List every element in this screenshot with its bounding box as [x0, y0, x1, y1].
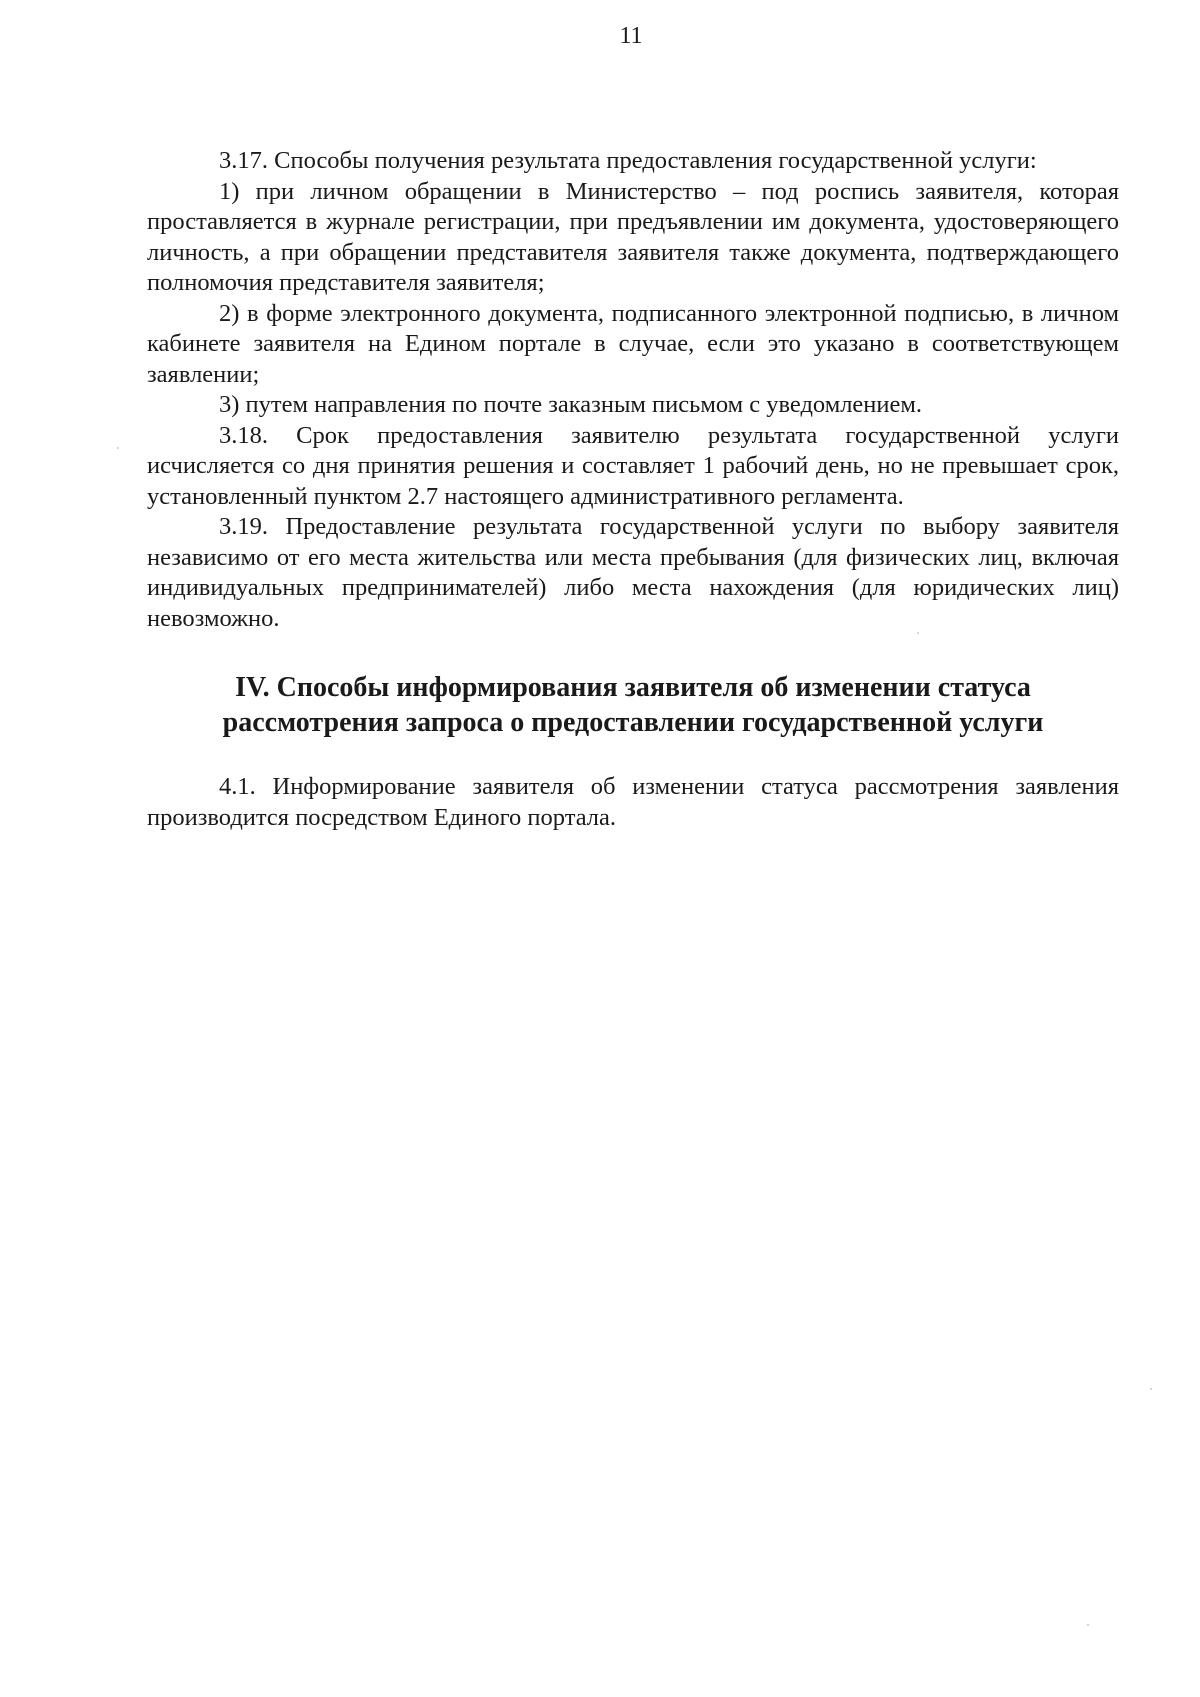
scan-speck [917, 632, 919, 634]
scan-speck [1087, 1624, 1089, 1626]
page-number: 11 [619, 23, 643, 49]
paragraph-3-17: 3.17. Способы получения результата предоставления государственной услуги: [219, 147, 1037, 174]
paragraph-3-17-item-1: 1) при личном обращении в Министерство – под роспись заявителя, которая проставляется в журнале регистрации, при предъявлении им документа, удостоверяющего личность, а при обращении представителя заявителя также документа, подтверждающего полномочия представителя заявителя; [147, 177, 1119, 296]
section-4-heading-line-1: IV. Способы информирования заявителя об изменении статуса [235, 672, 1031, 703]
scan-speck [1150, 1388, 1152, 1390]
paragraph-3-19: 3.19. Предоставление результата государственной услуги по выбору заявителя независимо от его места жительства или места пребывания (для физических лиц, включая индивидуальных предпринимателей) либо места нахождения (для юридических лиц) невозможно. [147, 513, 1119, 632]
paragraph-3-17-item-2: 2) в форме электронного документа, подписанного электронной подписью, в личном кабинете заявителя на Едином портале в случае, если это указано в соответствующем заявлении; [147, 299, 1119, 388]
document-body [147, 146, 1119, 833]
scan-speck [117, 447, 119, 449]
paragraph-4-1: 4.1. Информирование заявителя об изменении статуса рассмотрения заявления производится посредством Единого портала. [147, 773, 1119, 831]
paragraph-3-18: 3.18. Срок предоставления заявителю результата государственной услуги исчисляется со дня принятия решения и составляет 1 рабочий день, но не превышает срок, установленный пунктом 2.7 настоящего административного регламента. [147, 421, 1119, 510]
section-4-heading [147, 670, 1119, 740]
paragraph-3-17-item-3: 3) путем направления по почте заказным письмом с уведомлением. [219, 391, 923, 418]
section-4-heading-line-2: рассмотрения запроса о предоставлении государственной услуги [222, 707, 1044, 738]
